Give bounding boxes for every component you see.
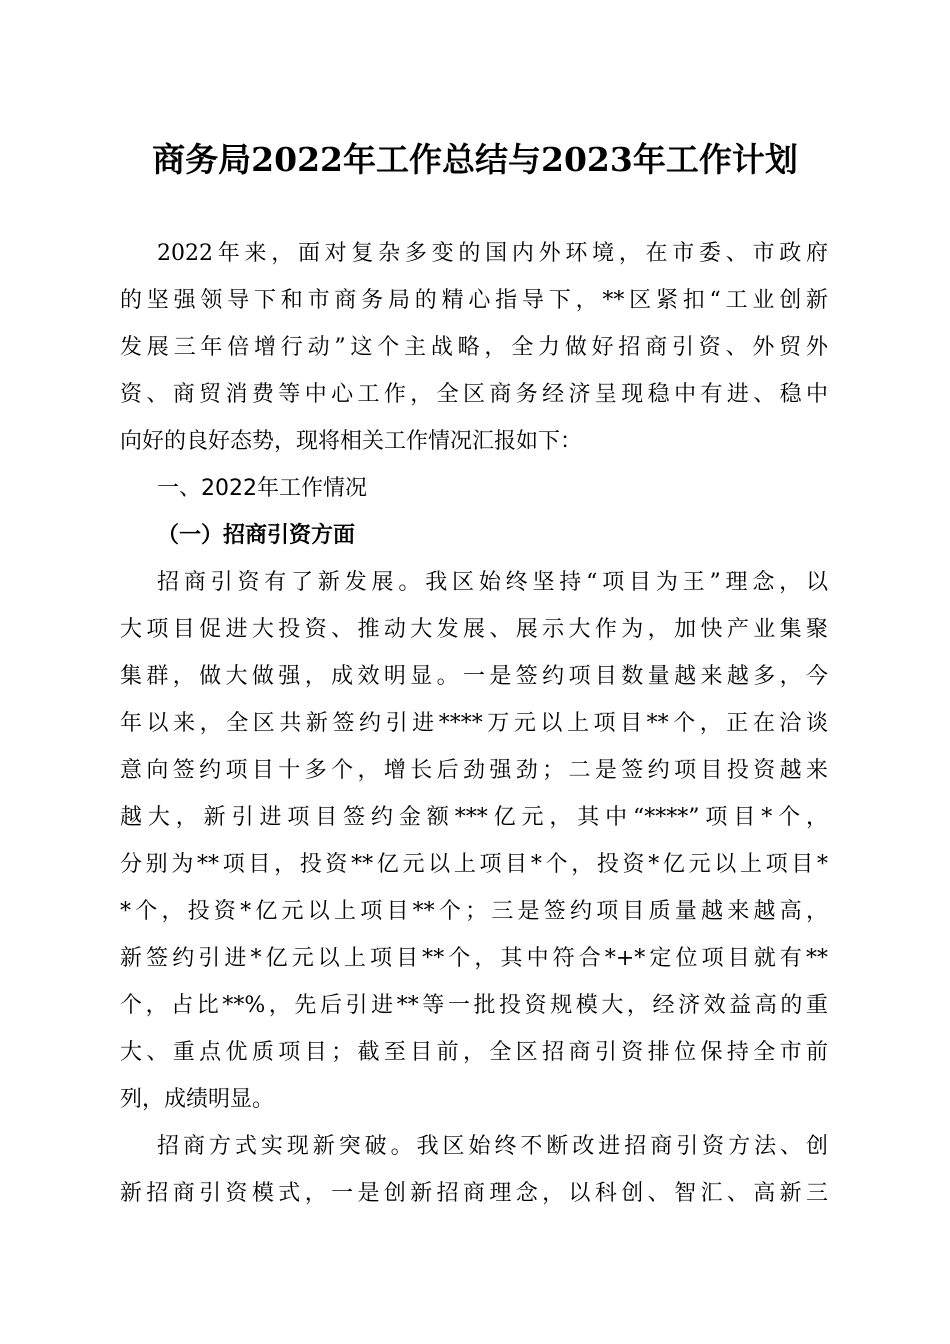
paragraph-line: 年以来，全区共新签约引进****万元以上项目**个，正在洽谈: [120, 711, 828, 736]
paragraph-line: 新签约引进*亿元以上项目**个，其中符合*+*定位项目就有**: [120, 946, 828, 971]
subsection-heading: （一）招商引资方面: [157, 522, 356, 548]
paragraph-line: 个，占比**%，先后引进**等一批投资规模大，经济效益高的重: [120, 993, 828, 1018]
paragraph-line: 招商引资有了新发展。我区始终坚持“项目为王”理念，以: [157, 570, 828, 595]
paragraph-line: 意向签约项目十多个，增长后劲强劲；二是签约项目投资越来: [120, 758, 828, 783]
section-heading: 一、2022年工作情况: [157, 476, 367, 501]
paragraph-line: 招商方式实现新突破。我区始终不断改进招商引资方法、创: [157, 1134, 828, 1159]
paragraph-line: 向好的良好态势，现将相关工作情况汇报如下：: [120, 429, 583, 454]
paragraph-line: 2022年来，面对复杂多变的国内外环境，在市委、市政府: [157, 241, 828, 266]
paragraph-line: *个，投资*亿元以上项目**个；三是签约项目质量越来越高，: [120, 899, 828, 924]
paragraph-line: 资、商贸消费等中心工作，全区商务经济呈现稳中有进、稳中: [120, 382, 828, 407]
paragraph-line: 列，成绩明显。: [120, 1087, 275, 1112]
paragraph-line: 越大，新引进项目签约金额***亿元，其中“****”项目*个，: [120, 805, 828, 830]
document-title: 商务局2022年工作总结与2023年工作计划: [152, 140, 798, 179]
paragraph-line: 的坚强领导下和市商务局的精心指导下，**区紧扣“工业创新: [120, 288, 828, 313]
paragraph-line: 发展三年倍增行动”这个主战略，全力做好招商引资、外贸外: [120, 335, 828, 360]
document-body: [120, 230, 828, 1217]
paragraph-line: 集群，做大做强，成效明显。一是签约项目数量越来越多，今: [120, 664, 828, 689]
paragraph-line: 新招商引资模式，一是创新招商理念，以科创、智汇、高新三: [120, 1181, 828, 1206]
paragraph-line: 大、重点优质项目；截至目前，全区招商引资排位保持全市前: [120, 1040, 828, 1065]
paragraph-line: 大项目促进大投资、推动大发展、展示大作为，加快产业集聚: [120, 617, 828, 642]
paragraph-line: 分别为**项目，投资**亿元以上项目*个，投资*亿元以上项目*: [120, 852, 828, 877]
